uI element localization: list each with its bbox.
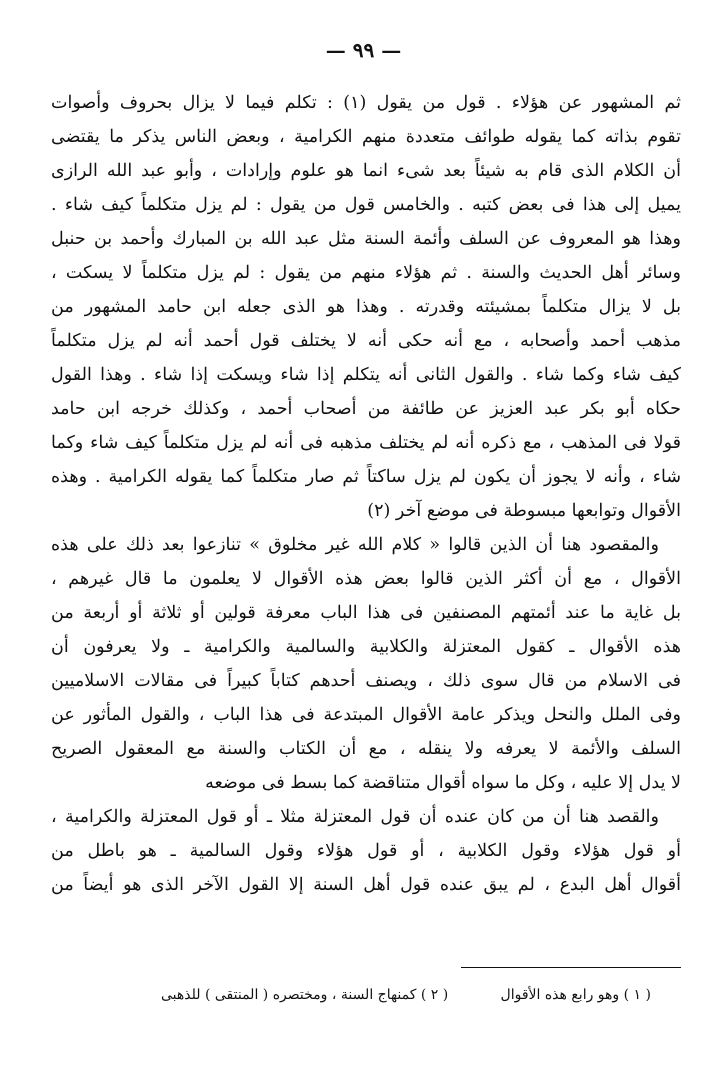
- text-line: كيف شاء وكما شاء . والقول الثانى أنه يتكلم إذا شاء ويسكت إذا شاء . وهذا القول: [51, 365, 681, 385]
- text-line: يميل إلى هذا فى بعض كتبه . والخامس قول من يقول : لم يزل متكلماً كيف شاء .: [51, 195, 681, 215]
- footnote-1: ( ١ ) وهو رابع هذه الأقوال: [500, 987, 651, 1003]
- text-line: الأقوال وتوابعها مبسوطة فى موضع آخر (٢): [367, 501, 681, 521]
- text-line: والمقصود هنا أن الذين قالوا « كلام الله غير مخلوق » تنازعوا بعد ذلك على هذه: [51, 535, 659, 555]
- text-line: تقوم بذاته كما يقوله طوائف متعددة منهم الكرامية ، وبعض الناس يذكر ما يقتضى: [51, 127, 681, 147]
- text-line: بل غاية ما عند أئمتهم المصنفين فى هذا الباب معرفة قولين أو ثلاثة أو أربعة من: [51, 603, 681, 623]
- page-number: — ٩٩ —: [325, 38, 402, 62]
- main-text: [51, 86, 681, 902]
- text-line: وفى الملل والنحل ويذكر عامة الأقوال المبتدعة فى هذا الباب ، والقول المأثور عن: [51, 705, 681, 725]
- text-line: والقصد هنا أن من كان عنده أن قول المعتزلة مثلا ـ أو قول المعتزلة والكرامية ،: [51, 807, 659, 827]
- text-line: فى الاسلام من قال سوى ذلك ، ويصنف أحدهم كتاباً كبيراً فى مقالات الاسلاميين: [51, 671, 681, 691]
- text-line: أقوال أهل البدع ، لم يبق عنده قول أهل السنة إلا القول الآخر الذى هو أيضاً من: [51, 875, 681, 895]
- text-line: بل لا يزال متكلماً بمشيئته وقدرته . وهذا هو الذى جعله ابن حامد المشهور من: [51, 297, 681, 317]
- text-line: الأقوال ، مع أن أكثر الذين قالوا بعض هذه الأقوال لا يعلمون ما قال غيرهم ،: [51, 569, 681, 589]
- text-line: مذهب أحمد وأصحابه ، مع أنه حكى أنه لا يختلف قول أحمد أنه لم يزل متكلماً: [51, 331, 681, 351]
- text-line: وهذا هو المعروف عن السلف وأئمة السنة مثل عبد الله بن المبارك وأحمد بن حنبل: [51, 229, 681, 249]
- text-line: وسائر أهل الحديث والسنة . ثم هؤلاء منهم من يقول : لم يزل متكلماً لا يسكت ،: [51, 263, 681, 283]
- text-line: السلف والأئمة لا يعرفه ولا ينقله ، مع أن الكتاب والسنة مع المعقول الصريح: [51, 739, 681, 759]
- footnotes: [51, 982, 681, 1008]
- text-line: لا يدل إلا عليه ، وكل ما سواه أقوال متناقضة كما بسط فى موضعه: [205, 773, 681, 793]
- text-line: شاء ، وأنه لا يجوز أن يكون لم يزل ساكتاً ثم صار متكلماً كما يقوله الكرامية . وهذه: [51, 467, 681, 487]
- footnote-divider: [461, 967, 681, 968]
- text-line: ثم المشهور عن هؤلاء . قول من يقول (١) : تكلم فيما لا يزال بحروف وأصوات: [51, 93, 681, 113]
- footnote-2: ( ٢ ) كمنهاج السنة ، ومختصره ( المنتقى ) للذهبى: [161, 987, 449, 1003]
- text-line: هذه الأقوال ـ كقول المعتزلة والكلابية والسالمية والكرامية ـ ولا يعرفون أن: [51, 637, 681, 657]
- text-line: قولا فى المذهب ، مع ذكره أنه لم يختلف مذهبه فى أنه لم يزل متكلماً كيف شاء وكما: [51, 433, 681, 453]
- text-line: حكاه أبو بكر عبد العزيز عن طائفة من أصحاب أحمد ، وكذلك خرجه ابن حامد: [51, 399, 681, 419]
- text-line: أن الكلام الذى قام به شيئاً بعد شىء انما هو علوم وإرادات ، وأبو عبد الله الرازى: [51, 161, 681, 181]
- text-line: أو قول هؤلاء وقول الكلابية ، أو قول هؤلاء وقول السالمية ـ هو باطل من: [51, 841, 681, 861]
